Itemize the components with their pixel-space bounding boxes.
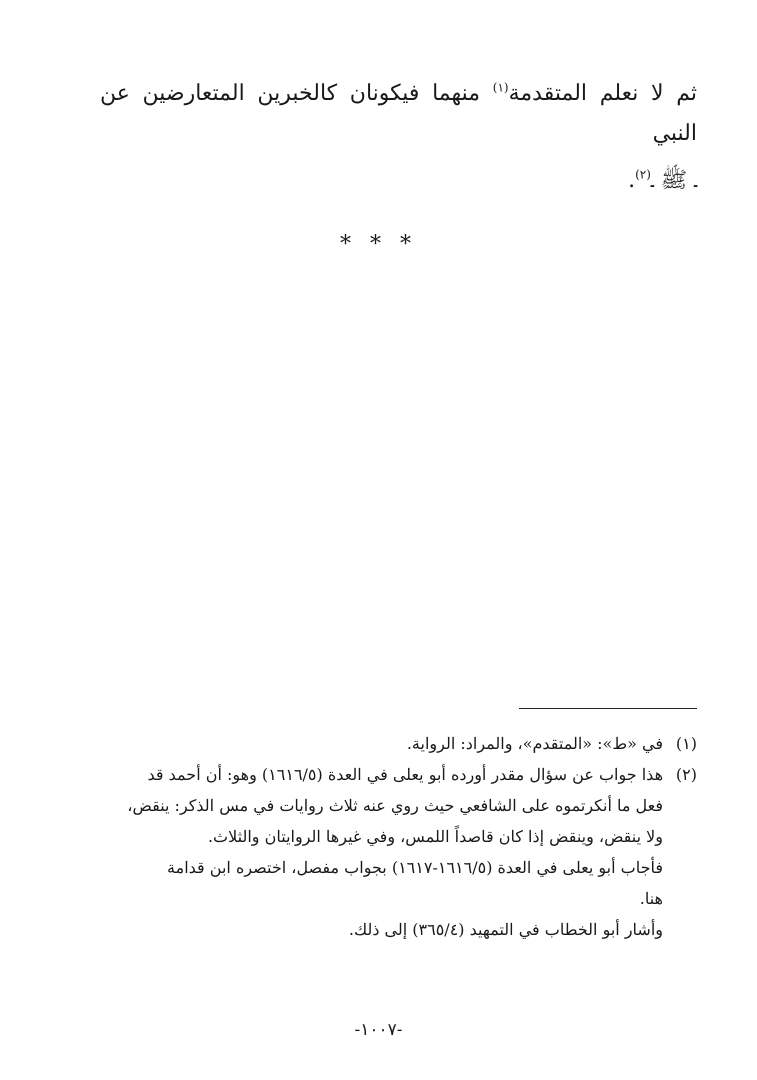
footnote-ref-1: (١) <box>492 81 509 95</box>
prophet-honorific: ـ ﷺ ـ <box>650 167 697 193</box>
footnote-text: هذا جواب عن سؤال مقدر أورده أبو يعلى في العدة (١٦١٦/٥) وهو: أن أحمد قد <box>147 765 663 784</box>
footnotes <box>50 728 697 945</box>
footnote-1 <box>50 728 697 759</box>
main-line-1: ثم لا نعلم المتقدمة$^{(١)}$ منهما فيكونان كالخبرين المتعارضين عن النبي <box>100 81 697 147</box>
footnote-ref-2: (٢) <box>635 167 651 182</box>
footnote-divider <box>519 708 697 709</box>
footnote-number: (٢) <box>675 765 697 784</box>
footnote-2 <box>50 759 697 790</box>
section-separator: * * * <box>340 232 417 257</box>
footnote-number: (١) <box>675 734 697 753</box>
footnote-text: في «ط»: «المتقدم»، والمراد: الرواية. <box>406 734 663 753</box>
footnote-2-continuation: فعل ما أنكرتموه على الشافعي حيث روي عنه ثلاث روايات في مس الذكر: ينقض، ولا ينقض، وينقض إذا كان قاصداً اللمس، وفي غيرها الروايتان والثلاث. فأجاب أبو يعلى في العدة (١٦١٦/٥-١٦١٧) بجواب مفصل، اختصره ابن قدامة هنا. وأشار أبو الخطاب في التمهيد (٣٦٥/٤) إلى ذلك. <box>127 796 663 939</box>
page-number: -١٠٠٧- <box>354 1020 403 1040</box>
main-text <box>100 68 697 201</box>
main-line-2: ـ ﷺ ـ$^{(٢)}$. <box>628 167 697 193</box>
